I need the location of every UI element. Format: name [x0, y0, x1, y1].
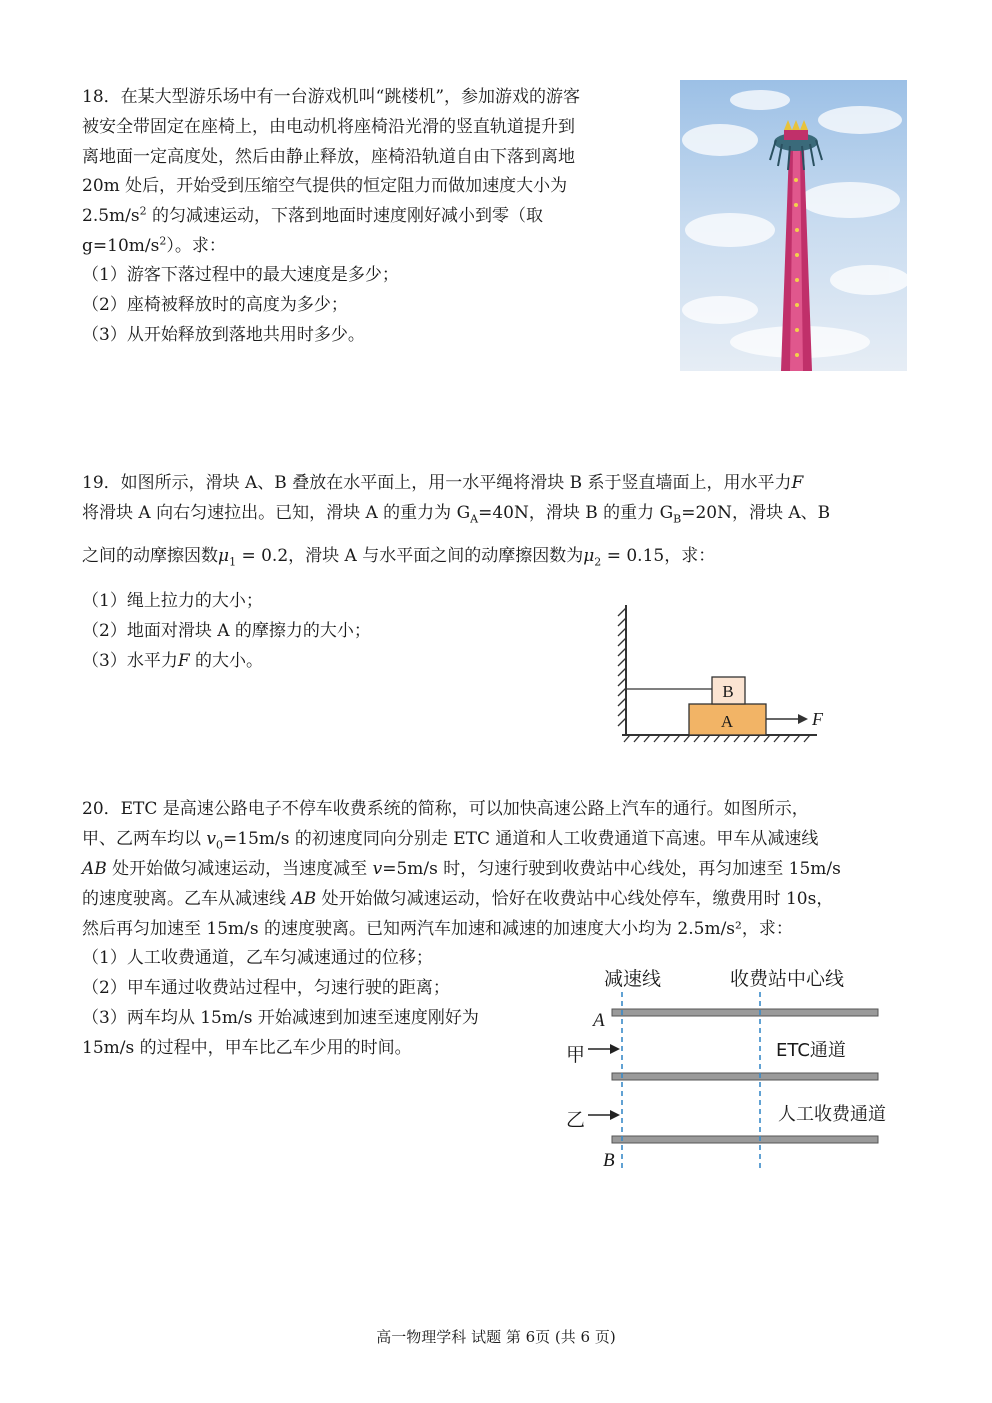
drop-tower-photo: [680, 80, 907, 371]
q20-sub-3: （3）两车均从 15m/s 开始减速到加速至速度刚好为: [82, 1008, 479, 1028]
q18-line-2: 被安全带固定在座椅上，由电动机将座椅沿光滑的竖直轨道提升到: [82, 117, 575, 137]
lane-bar-top: [612, 1009, 878, 1016]
floor-hatch: [624, 735, 810, 742]
block-b-label: B: [722, 682, 734, 701]
q18-line-5: $2.5m/s^2$ 的匀减速运动，下落到地面时速度刚好减小到零（取: [82, 204, 544, 226]
car-yi-label: 乙: [566, 1109, 586, 1131]
q18-line-1: 18．在某大型游乐场中有一台游戏机叫“跳楼机”，参加游戏的游客: [82, 87, 581, 107]
block-diagram: [612, 600, 842, 745]
q19-line-3: 之间的动摩擦因数$\mu_1 = 0.2$，滑块 A 与水平面之间的动摩擦因数为$\mu_2 = 0.15$，求：: [82, 546, 716, 569]
center-line-label: 收费站中心线: [730, 968, 845, 990]
toll-diagram: [560, 958, 910, 1173]
car-jia-label: 甲: [566, 1044, 586, 1066]
manual-lane-label: 人工收费通道: [778, 1104, 886, 1125]
q20-line-3: AB 处开始做匀减速运动，当速度减至 v=5m/s 时，匀速行驶到收费站中心线处，再匀加速至 15m/s: [82, 859, 841, 879]
force-label: F: [812, 709, 823, 729]
point-a-label: A: [593, 1010, 605, 1031]
decel-line-label: 减速线: [604, 968, 662, 990]
q18-sub-2: （2）座椅被释放时的高度为多少；: [82, 295, 348, 315]
q19-line-2: 将滑块 A 向右匀速拉出。已知，滑块 A 的重力为 $G_A=40N$，滑块 B 的重力 $G_B=20N$，滑块 A、B: [82, 503, 831, 526]
q20-sub-1: （1）人工收费通道，乙车匀减速通过的位移；: [82, 948, 433, 968]
q19-line-1: 19．如图所示，滑块 A、B 叠放在水平面上，用一水平绳将滑块 B 系于竖直墙面上，用水平力F: [82, 473, 804, 493]
page-footer: 高一物理学科 试题 第 6页 (共 6 页): [376, 1328, 616, 1346]
q18-line-6: $g=10m/s^2$）。求：: [82, 234, 226, 256]
q19-sub-2: （2）地面对滑块 A 的摩擦力的大小；: [82, 621, 371, 641]
point-b-label: B: [603, 1150, 615, 1171]
q19-sub-3: （3）水平力F 的大小。: [82, 651, 264, 671]
etc-lane-label: ETC通道: [776, 1040, 846, 1061]
wall-hatch: [618, 608, 626, 726]
q20-line-5: 然后再匀加速至 15m/s 的速度驶离。已知两汽车加速和减速的加速度大小均为 2.5m/s²，求：: [82, 919, 793, 939]
q20-line-2: 甲、乙两车均以 $v_0=15m/s$ 的初速度同向分别走 ETC 通道和人工收费通道下高速。甲车从减速线: [82, 829, 819, 852]
q20-sub-2: （2）甲车通过收费站过程中，匀速行驶的距离；: [82, 978, 450, 998]
lane-bar-middle: [612, 1073, 878, 1080]
q18-line-4: 20m 处后，开始受到压缩空气提供的恒定阻力而做加速度大小为: [82, 176, 568, 196]
q18-sub-3: （3）从开始释放到落地共用时多少。: [82, 325, 365, 345]
q20-line-1: 20．ETC 是高速公路电子不停车收费系统的简称，可以加快高速公路上汽车的通行。如图所示，: [82, 799, 809, 819]
lane-bar-bottom: [612, 1136, 878, 1143]
q18-sub-1: （1）游客下落过程中的最大速度是多少；: [82, 265, 399, 285]
q18-line-3: 离地面一定高度处，然后由静止释放，座椅沿轨道自由下落到离地: [82, 147, 575, 167]
block-a-label: A: [720, 712, 734, 731]
q20-sub-4: 15m/s 的过程中，甲车比乙车少用的时间。: [82, 1038, 412, 1058]
q20-line-4: 的速度驶离。乙车从减速线 AB 处开始做匀减速运动，恰好在收费站中心线处停车，缴费用时 10s，: [82, 889, 834, 909]
q19-sub-1: （1）绳上拉力的大小；: [82, 591, 263, 611]
